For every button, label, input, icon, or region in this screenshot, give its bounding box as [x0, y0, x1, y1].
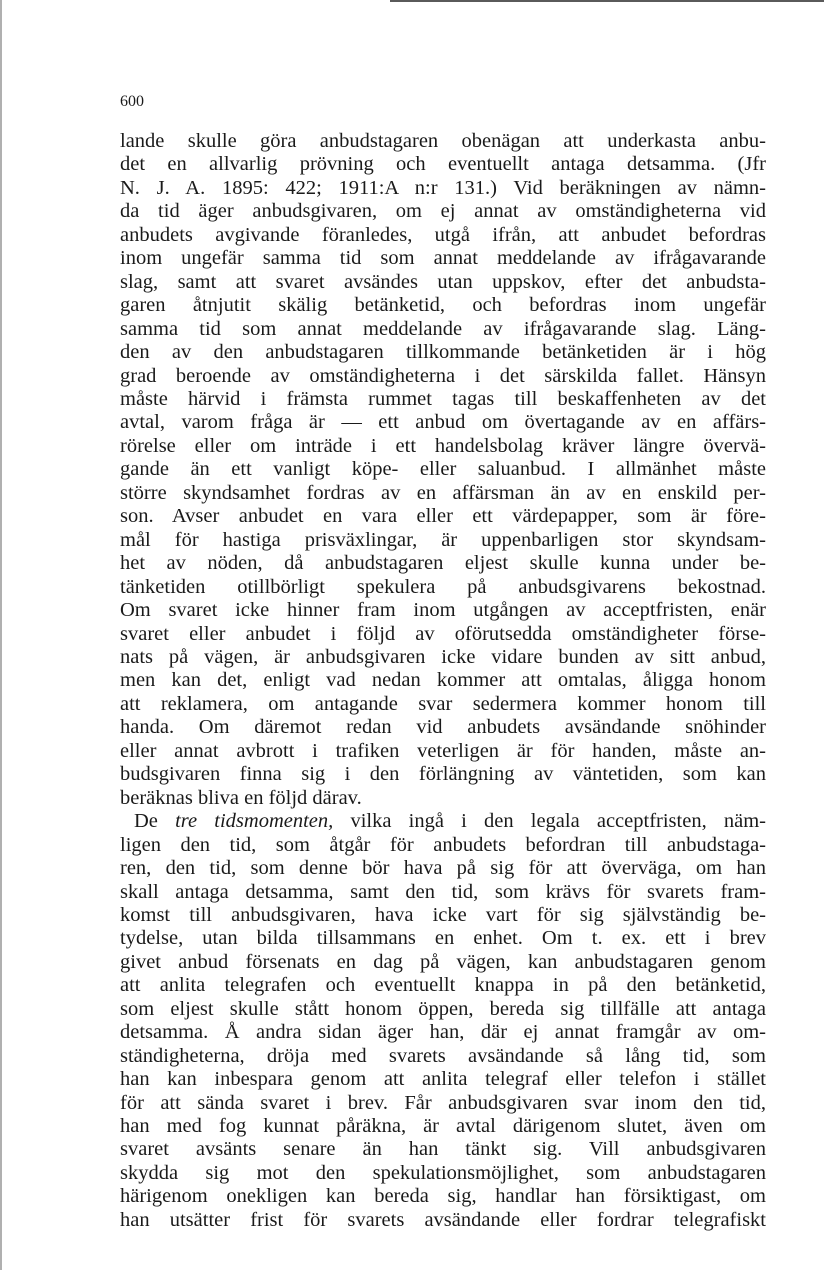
text-line: avtal, varom fråga är — ett anbud om övertagande av en affärs-	[120, 411, 766, 434]
text-line: mål för hastiga prisväxlingar, är uppenbarligen stor skyndsam-	[120, 528, 766, 551]
text-line: ständigheterna, dröja med svarets avsändande så lång tid, som	[120, 1044, 766, 1067]
text-line: Om svaret icke hinner fram inom utgången av acceptfristen, enär	[120, 599, 766, 622]
text-line: rörelse eller om inträde i ett handelsbolag kräver längre övervä-	[120, 434, 766, 457]
text-line: slag, samt att svaret avsändes utan uppskov, efter det anbudsta-	[120, 270, 766, 293]
text-line: nats på vägen, är anbudsgivaren icke vidare bunden av sitt anbud,	[120, 645, 766, 668]
text-line: beräknas bliva en följd därav.	[120, 786, 362, 809]
text-line: måste härvid i främsta rummet tagas till beskaffenheten av det	[120, 387, 766, 410]
text-line: givet anbud försenats en dag på vägen, kan anbudstagaren genom	[120, 950, 766, 973]
text-line: gande än ett vanligt köpe- eller saluanbud. I allmänhet måste	[120, 458, 766, 481]
text-line: son. Avser anbudet en vara eller ett värdepapper, som är före-	[120, 505, 766, 528]
text-line: att reklamera, om antagande svar sedermera kommer honom till	[120, 692, 766, 715]
paragraph-1	[120, 130, 766, 810]
text-line: inom ungefär samma tid som annat meddelande av ifrågavarande	[120, 247, 766, 270]
text-line: han kan inbespara genom att anlita telegraf eller telefon i stället	[120, 1068, 766, 1091]
text-line-first	[120, 810, 766, 833]
text-line: större skyndsamhet fordras av en affärsman än av en enskild per-	[120, 481, 766, 504]
text-line: det en allvarlig prövning och eventuellt antaga detsamma. (Jfr	[120, 153, 766, 176]
text-line: anbudets avgivande föranledes, utgå ifrån, att anbudet befordras	[120, 223, 766, 246]
text-line: budsgivaren finna sig i den förlängning av väntetiden, som kan	[120, 763, 766, 786]
text-line: skall antaga detsamma, samt den tid, som krävs för svarets fram-	[120, 880, 766, 903]
text-line: men kan det, enligt vad nedan kommer att omtalas, åligga honom	[120, 669, 766, 692]
text-line: att anlita telegrafen och eventuellt knappa in på den betänketid,	[120, 974, 766, 997]
text-line: som eljest skulle stått honom öppen, bereda sig tillfälle att antaga	[120, 997, 766, 1020]
text-line: lande skulle göra anbudstagaren obenägan att underkasta anbu-	[120, 130, 766, 152]
text-line: garen åtnjutit skälig betänketid, och befordras inom ungefär	[120, 294, 766, 317]
text-line: den av den anbudstagaren tillkommande betänketiden är i hög	[120, 341, 766, 364]
text-line: eller annat avbrott i trafiken veterligen är för handen, måste an-	[120, 739, 766, 762]
page-number: 600	[120, 93, 144, 110]
page-left-edge	[0, 0, 2, 1270]
body-text	[120, 130, 766, 1232]
text-line: ren, den tid, som denne bör hava på sig för att överväga, om han	[120, 857, 766, 880]
text-line: tydelse, utan bilda tillsammans en enhet. Om t. ex. ett i brev	[120, 927, 766, 950]
text-line: detsamma. Å andra sidan äger han, där ej annat framgår av om-	[120, 1021, 766, 1044]
text-line: svaret avsänts senare än han tänkt sig. Vill anbudsgivaren	[120, 1138, 766, 1161]
text-line: da tid äger anbudsgivaren, om ej annat av omständigheterna vid	[120, 200, 766, 223]
text-line: het av nöden, då anbudstagaren eljest skulle kunna under be-	[120, 552, 766, 575]
text-line: grad beroende av omständigheterna i det särskilda fallet. Hänsyn	[120, 364, 766, 387]
text-line: tänketiden otillbörligt spekulera på anbudsgivarens bekostnad.	[120, 575, 766, 598]
text-rest: vilka ingå i den legala acceptfristen, näm-	[333, 810, 766, 833]
text-line: svaret eller anbudet i följd av oförutsedda omständigheter förse-	[120, 622, 766, 645]
text-line: handa. Om däremot redan vid anbudets avsändande snöhinder	[120, 716, 766, 739]
text-line: N. J. A. 1895: 422; 1911:A n:r 131.) Vid beräkningen av nämn-	[120, 176, 766, 199]
text-line: ligen den tid, som åtgår för anbudets befordran till anbudstaga-	[120, 833, 766, 856]
text-line: samma tid som annat meddelande av ifrågavarande slag. Läng-	[120, 317, 766, 340]
scan-top-rule	[390, 0, 824, 2]
text-prefix: De	[134, 810, 176, 833]
text-line: härigenom onekligen kan bereda sig, handlar han försiktigast, om	[120, 1185, 766, 1208]
italic-term: tre tidsmomenten,	[175, 810, 334, 833]
paragraph-2	[120, 810, 766, 1232]
text-line: för att sända svaret i brev. Får anbudsgivaren svar inom den tid,	[120, 1091, 766, 1114]
text-line: komst till anbudsgivaren, hava icke vart för sig självständig be-	[120, 903, 766, 926]
text-line: han med fog kunnat påräkna, är avtal därigenom slutet, även om	[120, 1115, 766, 1138]
text-line: han utsätter frist för svarets avsändande eller fordrar telegrafiskt	[120, 1208, 766, 1231]
text-line: skydda sig mot den spekulationsmöjlighet, som anbudstagaren	[120, 1161, 766, 1184]
